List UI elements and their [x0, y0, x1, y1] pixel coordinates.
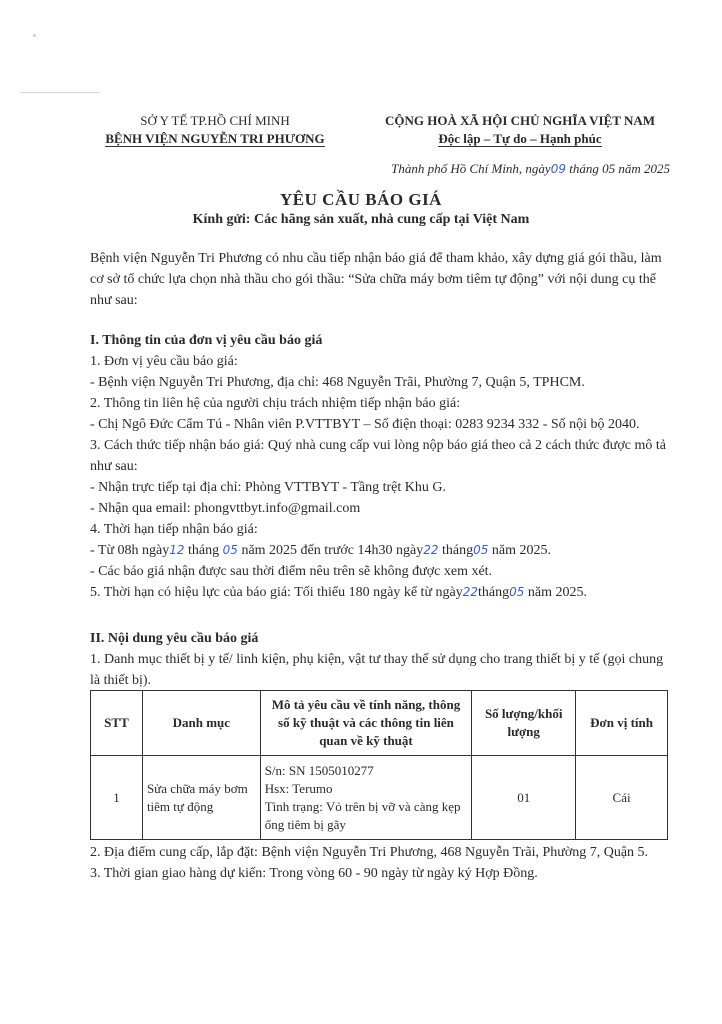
s2-item1: 1. Danh mục thiết bị y tế/ linh kiện, phụ kiện, vật tư thay thế sử dụng cho trang thiết bị y tế (gọi chung là thiết bị). [90, 652, 664, 688]
row-stt: 1 [91, 756, 143, 840]
quote-table [90, 690, 668, 840]
s1-item2: 2. Thông tin liên hệ của người chịu trách nhiệm tiếp nhận báo giá: [90, 396, 461, 411]
col-description: Mô tả yêu cầu về tính năng, thông số kỹ thuật và các thông tin liên quan về kỹ thuật [260, 691, 472, 756]
condition: Tình trạng: Vỏ trên bị vỡ và càng kẹp ống tiêm bị gãy [264, 798, 461, 832]
handwritten-month: 05 [473, 543, 489, 557]
document-date: Thành phố Hồ Chí Minh, ngày09 tháng 05 năm 2025 [391, 161, 670, 176]
document-recipient: Kính gửi: Các hãng sản xuất, nhà cung cấp tại Việt Nam [192, 212, 530, 227]
s1-item4-a: - Từ 08h ngày12 tháng 05 năm 2025 đến trước 14h30 ngày22 tháng05 năm 2025. [90, 543, 552, 558]
s1-item3-a: - Nhận trực tiếp tại địa chỉ: Phòng VTTBYT - Tầng trệt Khu G. [90, 480, 446, 495]
country-name: CỘNG HOÀ XÃ HỘI CHỦ NGHĨA VIỆT NAM [384, 113, 656, 128]
issuer-block [60, 112, 370, 148]
s1-item5: 5. Thời hạn có hiệu lực của báo giá: Tối thiểu 180 ngày kể từ ngày22tháng05 năm 2025. [90, 585, 588, 600]
row-item: Sửa chữa máy bơm tiêm tự động [142, 756, 260, 840]
s1-item4: 4. Thời hạn tiếp nhận báo giá: [90, 522, 258, 537]
row-unit: Cái [576, 756, 668, 840]
document-title: YÊU CẦU BÁO GIÁ [280, 190, 442, 209]
scan-line [20, 92, 100, 93]
handwritten-month: 05 [222, 543, 238, 557]
row-quantity: 01 [472, 756, 576, 840]
s2-item3: 3. Thời gian giao hàng dự kiến: Trong vòng 60 - 90 ngày từ ngày ký Hợp Đồng. [90, 866, 538, 881]
national-motto-block [360, 112, 680, 148]
col-item: Danh mục [142, 691, 260, 756]
section-1-heading: I. Thông tin của đơn vị yêu cầu báo giá [90, 333, 323, 348]
col-unit: Đơn vị tính [576, 691, 668, 756]
manufacturer: Hsx: Terumo [264, 780, 333, 796]
handwritten-month: 05 [509, 585, 525, 599]
motto: Độc lập – Tự do – Hạnh phúc [438, 131, 602, 146]
handwritten-day: 22 [462, 585, 479, 599]
col-stt: STT [91, 691, 143, 756]
section-1 [90, 330, 670, 603]
handwritten-day: 22 [423, 543, 439, 557]
scan-speck [33, 34, 36, 37]
table-header-row [91, 691, 668, 756]
section-2 [90, 628, 670, 691]
section-2-heading: II. Nội dung yêu cầu báo giá [90, 631, 259, 646]
handwritten-day: 12 [169, 543, 185, 557]
col-quantity: Số lượng/khối lượng [472, 691, 576, 756]
serial-number: S/n: SN 1505010277 [264, 762, 374, 778]
s1-item1: 1. Đơn vị yêu cầu báo giá: [90, 354, 238, 369]
row-description [260, 756, 472, 840]
handwritten-day: 09 [550, 162, 566, 176]
intro-paragraph: Bệnh viện Nguyễn Tri Phương có nhu cầu tiếp nhận báo giá để tham khảo, xây dựng giá gói thầu, làm cơ sở tổ chức lựa chọn nhà thầu cho gói thầu: “Sửa chữa máy bơm tiêm tự động” với nội dung cụ thể như sau: [90, 251, 662, 308]
s1-item2-detail: - Chị Ngô Đức Cẩm Tú - Nhân viên P.VTTBYT – Số điện thoại: 0283 9234 332 - Số nội bộ 2040. [90, 417, 640, 432]
s1-item4-b: - Các báo giá nhận được sau thời điểm nêu trên sẽ không được xem xét. [90, 564, 493, 579]
s1-item3-b: - Nhận qua email: phongvttbyt.info@gmail.com [90, 501, 361, 516]
s1-item1-detail: - Bệnh viện Nguyễn Tri Phương, địa chỉ: 468 Nguyễn Trãi, Phường 7, Quận 5, TPHCM. [90, 375, 585, 390]
section-2-continued [90, 842, 670, 884]
s1-item3: 3. Cách thức tiếp nhận báo giá: Quý nhà cung cấp vui lòng nộp báo giá theo cả 2 cách thức được mô tả như sau: [90, 438, 666, 474]
s2-item2: 2. Địa điểm cung cấp, lắp đặt: Bệnh viện Nguyễn Tri Phương, 468 Nguyễn Trãi, Phường 7, Quận 5. [90, 845, 649, 860]
issuer-department: SỞ Y TẾ TP.HỒ CHÍ MINH [140, 113, 290, 128]
table-row [91, 756, 668, 840]
issuer-hospital: BỆNH VIỆN NGUYỄN TRI PHƯƠNG [105, 131, 325, 146]
